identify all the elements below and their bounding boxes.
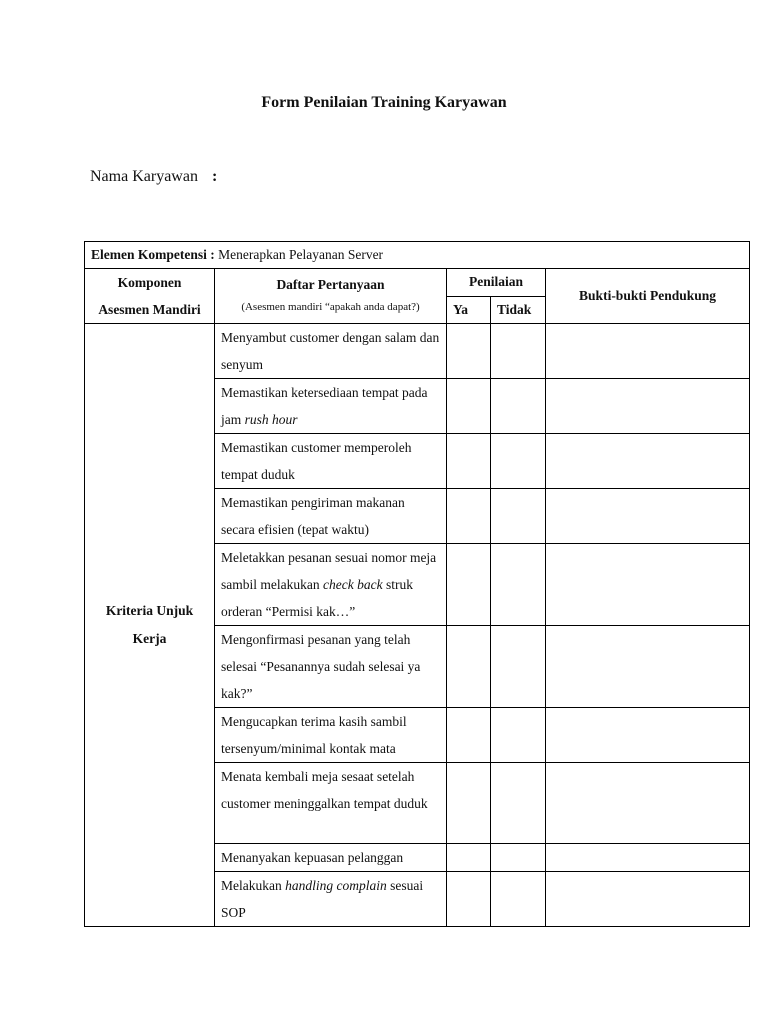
yes-cell-7[interactable] (447, 708, 491, 763)
yes-cell-4[interactable] (447, 489, 491, 544)
question-10: Melakukan handling complain sesuai SOP (215, 872, 447, 927)
no-cell-9[interactable] (491, 844, 546, 872)
form-title: Form Penilaian Training Karyawan (261, 94, 507, 111)
evidence-cell-6[interactable] (546, 626, 750, 708)
evidence-cell-2[interactable] (546, 379, 750, 434)
header-questions-label: Daftar Pertanyaan (276, 277, 385, 292)
header-component: Komponen Asesmen Mandiri (85, 269, 215, 324)
header-no: Tidak (491, 296, 546, 324)
yes-cell-8[interactable] (447, 763, 491, 844)
employee-name-row (90, 168, 217, 186)
question-4: Memastikan pengiriman makanan secara efisien (tepat waktu) (215, 489, 447, 544)
yes-cell-10[interactable] (447, 872, 491, 927)
no-cell-1[interactable] (491, 324, 546, 379)
header-evidence: Bukti-bukti Pendukung (546, 269, 750, 324)
competency-value: Menerapkan Pelayanan Server (218, 247, 384, 262)
no-cell-7[interactable] (491, 708, 546, 763)
criteria-label: Kriteria Unjuk Kerja (85, 324, 215, 927)
no-cell-6[interactable] (491, 626, 546, 708)
no-cell-4[interactable] (491, 489, 546, 544)
evidence-cell-8[interactable] (546, 763, 750, 844)
question-7: Mengucapkan terima kasih sambil tersenyum/minimal kontak mata (215, 708, 447, 763)
no-cell-8[interactable] (491, 763, 546, 844)
yes-cell-5[interactable] (447, 544, 491, 626)
header-assessment: Penilaian (447, 269, 546, 297)
evidence-cell-5[interactable] (546, 544, 750, 626)
question-6: Mengonfirmasi pesanan yang telah selesai “Pesanannya sudah selesai ya kak?” (215, 626, 447, 708)
competency-label: Elemen Kompetensi : (91, 247, 215, 262)
no-cell-2[interactable] (491, 379, 546, 434)
question-5: Meletakkan pesanan sesuai nomor meja sambil melakukan check back struk orderan “Permisi kak…” (215, 544, 447, 626)
yes-cell-6[interactable] (447, 626, 491, 708)
question-3: Memastikan customer memperoleh tempat duduk (215, 434, 447, 489)
no-cell-5[interactable] (491, 544, 546, 626)
yes-cell-1[interactable] (447, 324, 491, 379)
question-2: Memastikan ketersediaan tempat pada jam rush hour (215, 379, 447, 434)
header-questions (215, 269, 447, 324)
evidence-cell-7[interactable] (546, 708, 750, 763)
yes-cell-2[interactable] (447, 379, 491, 434)
yes-cell-9[interactable] (447, 844, 491, 872)
evidence-cell-3[interactable] (546, 434, 750, 489)
no-cell-10[interactable] (491, 872, 546, 927)
question-8: Menata kembali meja sesaat setelah customer meninggalkan tempat duduk (215, 763, 447, 844)
no-cell-3[interactable] (491, 434, 546, 489)
header-yes: Ya (447, 296, 491, 324)
header-questions-sub: (Asesmen mandiri “apakah anda dapat?) (241, 301, 420, 313)
question-9: Menanyakan kepuasan pelanggan (215, 844, 447, 872)
evidence-cell-1[interactable] (546, 324, 750, 379)
evidence-cell-9[interactable] (546, 844, 750, 872)
employee-name-colon: : (211, 168, 218, 185)
evidence-cell-10[interactable] (546, 872, 750, 927)
evidence-cell-4[interactable] (546, 489, 750, 544)
competency-row (85, 242, 750, 269)
question-1: Menyambut customer dengan salam dan senyum (215, 324, 447, 379)
assessment-table (84, 241, 750, 927)
employee-name-label: Nama Karyawan (90, 168, 198, 185)
yes-cell-3[interactable] (447, 434, 491, 489)
